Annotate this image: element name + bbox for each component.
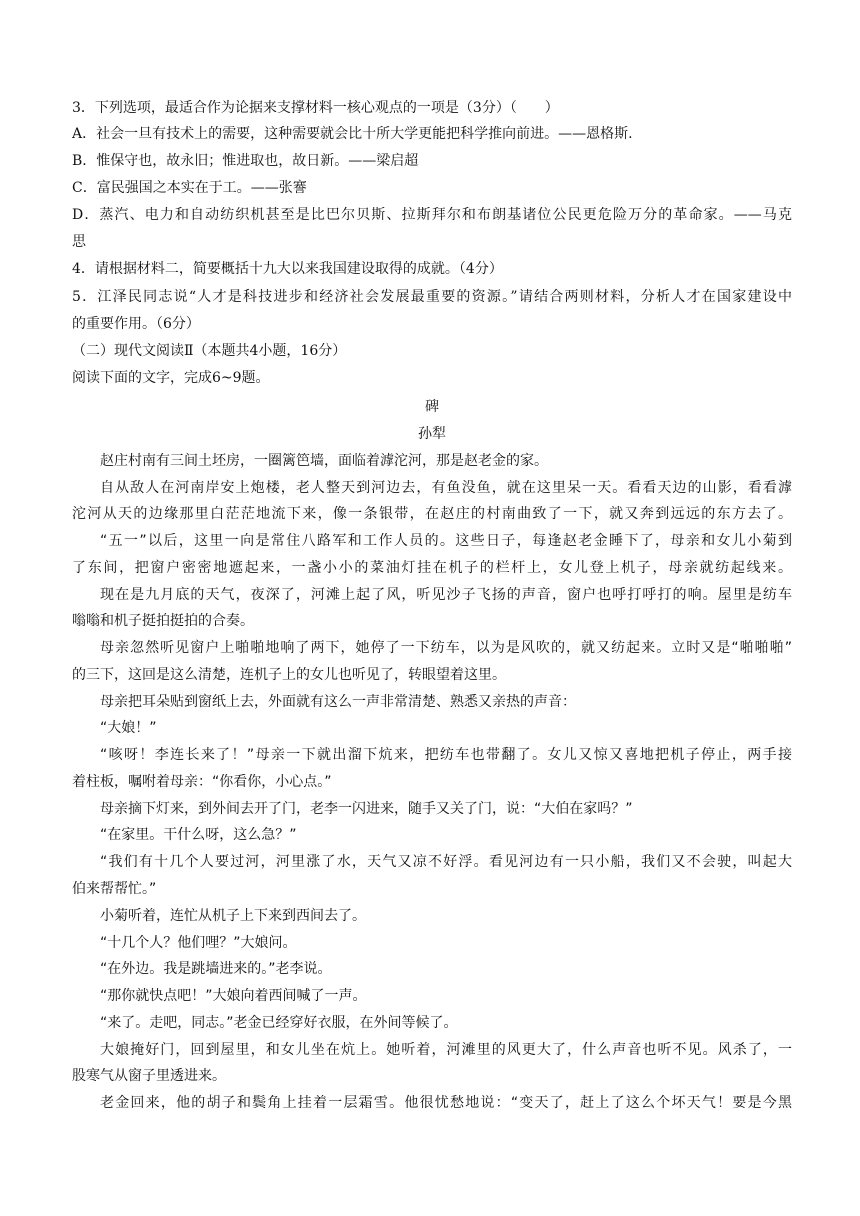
article-line: 自从敌人在河南岸安上炮楼，老人整天到河边去，有鱼没鱼，就在这里呆一天。看看天边的山影，看看滹 [100,480,792,496]
article-line: “那你就快点吧！”大娘向着西间喊了一声。 [100,988,367,1004]
article-line: “十几个人？他们哩？”大娘问。 [100,935,297,951]
article-line: “咳呀！李连长来了！”母亲一下就出溜下炕来，把纺车也带翻了。女儿又惊又喜地把机子停止，两手接 [100,747,792,763]
article-line: 的三下，这回是这么清楚，连机子上的女儿也听见了，转眼望着这里。 [72,667,506,683]
section-instruction: 阅读下面的文字，完成6~9题。 [72,370,270,386]
question-5-cont: 的重要作用。（6分） [72,316,200,332]
article-line: 现在是九月底的天气，夜深了，河滩上起了风，听见沙子飞扬的声音，窗户也呼打呼打的响。屋里是纺车 [100,587,792,603]
article-line: “在外边。我是跳墙进来的。”老李说。 [100,961,332,977]
article-line: 沱河从天的边缘那里白茫茫地流下来，像一条银带，在赵庄的村南曲致了一下，就又奔到远远的东方去了。 [72,506,792,522]
question-3-option-b: B．惟保守也，故永旧；惟进取也，故日新。——梁启超 [72,153,419,169]
article-line: 着柱板，嘱咐着母亲：“你看你，小心点。” [72,774,332,790]
question-3-option-c: C．富民强国之本实在于工。——张謇 [72,180,307,196]
article-line: 母亲摘下灯来，到外间去开了门，老李一闪进来，随手又关了门，说：“大伯在家吗？” [100,801,633,817]
question-3-option-d-cont: 思 [72,234,86,250]
article-title: 碑 [425,399,439,415]
article-line: 老金回来，他的胡子和鬓角上挂着一层霜雪。他很忧愁地说：“变天了，赶上了这么个坏天气！要是今黑 [100,1095,792,1111]
article-line: 伯来帮帮忙。” [72,881,157,897]
question-4: 4．请根据材料二，简要概括十九大以来我国建设取得的成就。（4分） [72,261,503,277]
section-heading: （二）现代文阅读Ⅱ（本题共4小题，16分） [72,343,347,359]
article-line: “来了。走吧，同志。”老金已经穿好衣服，在外间等候了。 [100,1015,458,1031]
article-line: “我们有十几个人要过河，河里涨了水，天气又凉不好浮。看见河边有一只小船，我们又不会驶，叫起大 [100,854,792,870]
article-line: 股寒气从窗子里透进来。 [72,1068,226,1084]
article-line: “大娘！” [100,720,157,736]
question-3-option-a: A．社会一旦有技术上的需要，这种需要就会比十所大学更能把科学推向前进。——恩格斯. [72,126,633,142]
article-line: 母亲把耳朵贴到窗纸上去，外面就有这么一声非常清楚、熟悉又亲热的声音： [100,694,576,710]
article-line: “五一”以后，这里一向是常住八路军和工作人员的。这些日子，每逢赵老金睡下了，母亲和女儿小菊到 [100,533,792,549]
question-3-stem: 3．下列选项，最适合作为论据来支撑材料一核心观点的一项是（3分）（ ） [72,100,559,116]
article-line: 赵庄村南有三间土坯房，一圈篱笆墙，面临着滹沱河，那是赵老金的家。 [100,453,548,469]
article-line: 小菊听着，连忙从机子上下来到西间去了。 [100,908,366,924]
article-line: 嗡嗡和机子挺拍挺拍的合奏。 [72,613,254,629]
article-line: 大娘掩好门，回到屋里，和女儿坐在炕上。她听着，河滩里的风更大了，什么声音也听不见。风杀了，一 [100,1042,792,1058]
article-line: 了东间，把窗户密密地遮起来，一盏小小的菜油灯挂在机子的栏杆上，女儿登上机子，母亲就纺起线来。 [72,560,792,576]
article-author: 孙犁 [418,426,446,442]
question-3-option-d: D．蒸汽、电力和自动纺织机甚至是比巴尔贝斯、拉斯拜尔和布朗基诸位公民更危险万分的革命家。——马克 [72,207,792,223]
article-line: “在家里。干什么呀，这么急？” [100,827,297,843]
article-line: 母亲忽然听见窗户上啪啪地响了两下，她停了一下纺车，以为是风吹的，就又纺起来。立时又是“啪啪啪” [100,640,792,656]
question-5: 5．江泽民同志说“人才是科技进步和经济社会发展最重要的资源。”请结合两则材料，分析人才在国家建设中 [72,289,792,305]
